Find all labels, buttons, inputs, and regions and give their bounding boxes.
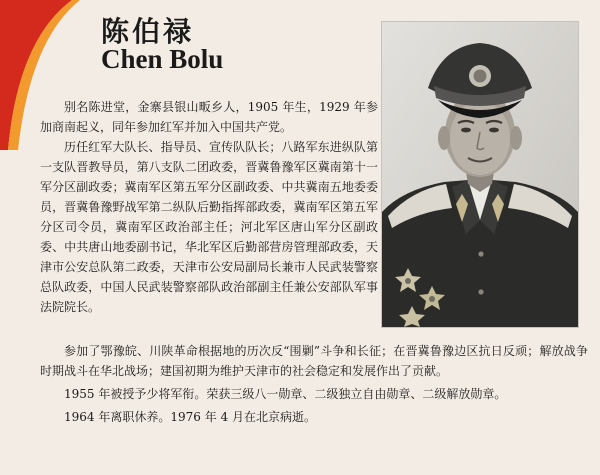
paragraph-career: 历任红军大队长、指导员、宣传队队长；八路军东进纵队第一支队晋教导员，第八支队二团政委，晋冀鲁豫军区冀南第十一军分区副政委；冀南军区第五军分区副政委、中共冀南五地委委员，晋冀鲁豫野战军第二纵队后勤指挥部政委，冀南军区第五军分区司令员，冀南军区政治部主任；河北军区唐山军分区副政委、中共唐山地委副书记，华北军区后勤部营房管理部政委，天津市公安总队第二政委，天津市公安局副局长兼市人民武装警察总队政委，中国人民武装警察部队政治部副主任兼公安部队军事法院院长。 (40, 140, 378, 314)
paragraph-retirement: 1964 年离职休养。1976 年 4 月在北京病逝。 (64, 410, 316, 424)
portrait-photo (381, 21, 579, 328)
paragraph-intro: 别名陈进堂，金寨县银山畈乡人，1905 年生，1929 年参加商南起义，同年参加红军并加入中国共产党。 (40, 100, 378, 134)
name-chinese: 陈伯禄 (101, 15, 195, 48)
name-english: Chen Bolu (101, 44, 224, 74)
paragraph-honors: 1955 年被授予少将军衔。荣获三级八一勋章、二级独立自由勋章、二级解放勋章。 (64, 387, 507, 401)
biography-text (40, 97, 378, 317)
biography-text-wide (40, 341, 588, 430)
paragraph-campaigns: 参加了鄂豫皖、川陕革命根据地的历次反“围剿”斗争和长征；在晋冀鲁豫边区抗日反顽；解放战争时期战斗在华北战场；建国初期为维护天津市的社会稳定和发展作出了贡献。 (40, 344, 588, 378)
portrait-illustration (382, 22, 578, 327)
